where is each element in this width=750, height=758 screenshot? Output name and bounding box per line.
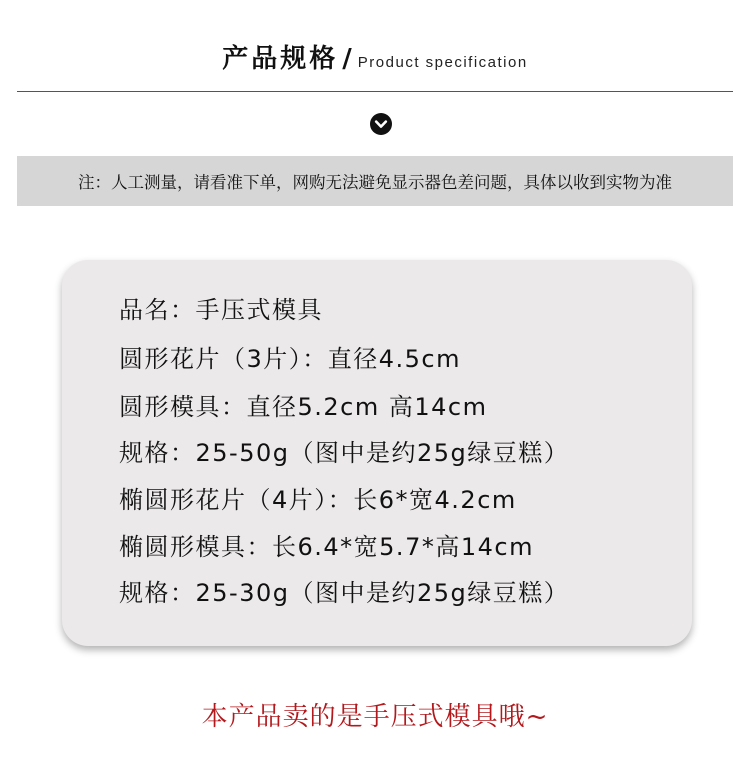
spec-line-oval-capacity: 规格：25-30g（图中是约25g绿豆糕）	[119, 579, 570, 607]
section-title-en: Product specification	[357, 54, 528, 71]
title-separator: /	[342, 44, 352, 74]
spec-line-product-name: 品名：手压式模具	[119, 296, 323, 324]
product-notice: 本产品卖的是手压式模具哦~	[201, 702, 549, 732]
spec-line-round-flower-piece: 圆形花片（3片）：直径4.5cm	[119, 345, 462, 373]
header-divider	[17, 91, 733, 92]
spec-line-oval-flower-piece: 椭圆形花片（4片）：长6*宽4.2cm	[119, 486, 517, 514]
spec-line-oval-mold: 椭圆形模具：长6.4*宽5.7*高14cm	[119, 533, 534, 561]
measurement-note: 注：人工测量，请看准下单，网购无法避免显示器色差问题，具体以收到实物为准	[78, 173, 672, 192]
section-title-cn: 产品规格	[222, 44, 339, 74]
spec-line-round-capacity: 规格：25-50g（图中是约25g绿豆糕）	[119, 439, 570, 467]
section-header	[0, 38, 750, 78]
measurement-note-bar	[17, 156, 733, 206]
chevron-down-circle-icon	[370, 113, 392, 135]
spec-line-round-mold: 圆形模具：直径5.2cm 高14cm	[119, 393, 488, 421]
spec-card	[62, 260, 692, 646]
